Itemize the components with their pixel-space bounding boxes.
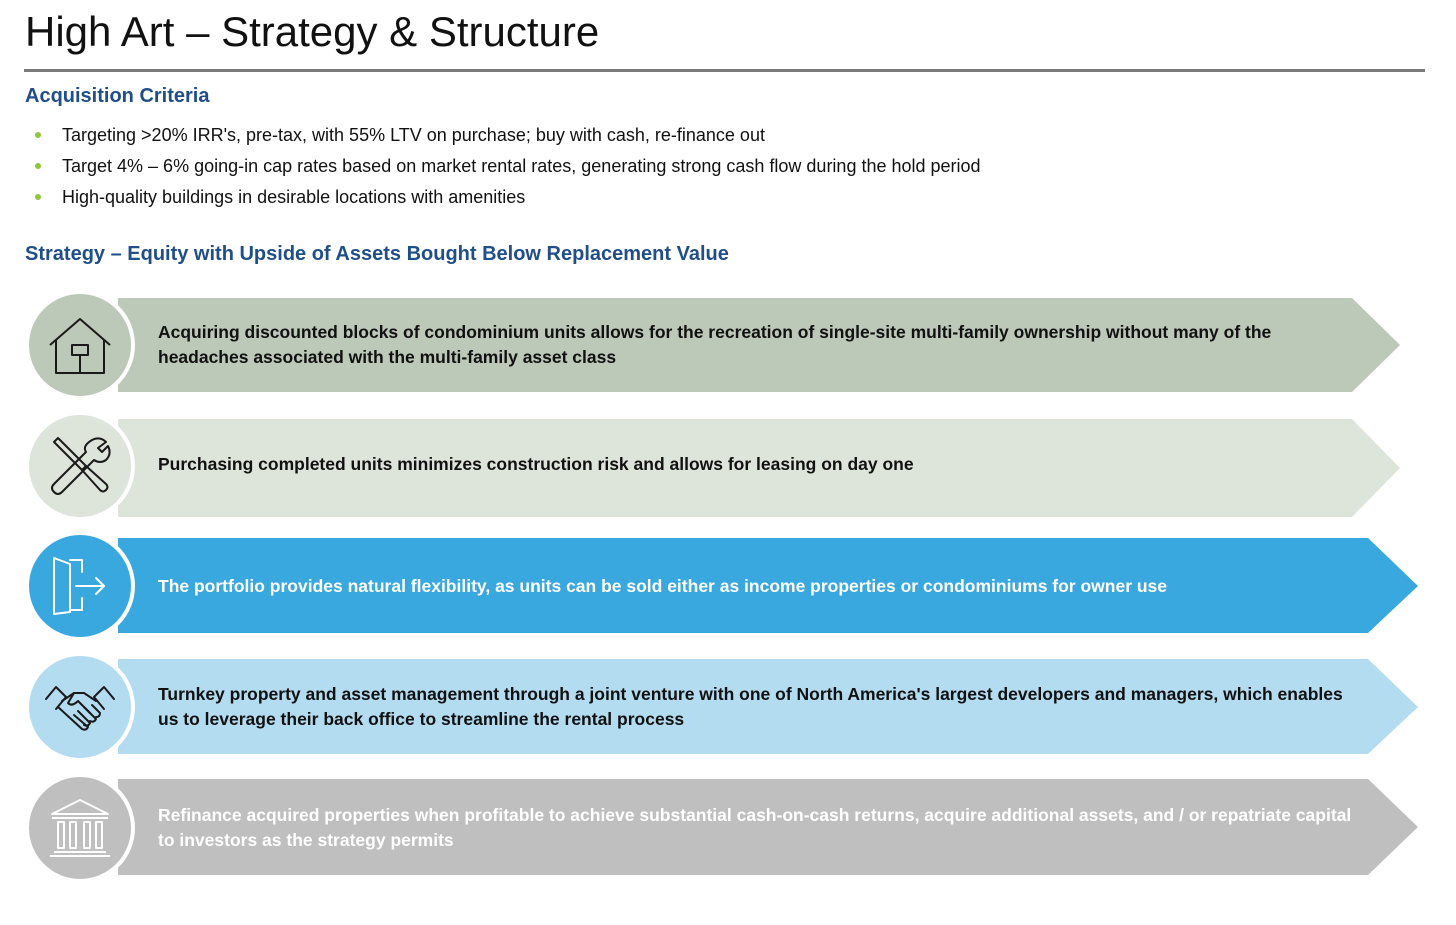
bank-icon — [25, 773, 135, 883]
strategy-row-property-management — [0, 652, 1456, 762]
acquisition-criteria-list — [30, 121, 981, 214]
strategy-row-condo-blocks — [0, 290, 1456, 400]
acquisition-criteria-heading: Acquisition Criteria — [25, 85, 210, 107]
strategy-text: Turnkey property and asset management through a joint venture with one of North America's largest developers and managers, which enables us to leverage their back office to streamline the rental process — [158, 684, 1343, 729]
strategy-row-refinance — [0, 773, 1456, 883]
bullet-dot-icon — [35, 194, 41, 200]
strategy-heading: Strategy – Equity with Upside of Assets Bought Below Replacement Value — [25, 243, 729, 265]
bullet-dot-icon — [35, 132, 41, 138]
bullet-dot-icon — [35, 163, 41, 169]
criteria-text: Target 4% – 6% going-in cap rates based on market rental rates, generating strong cash flow during the hold period — [62, 156, 981, 176]
strategy-text: Purchasing completed units minimizes construction risk and allows for leasing on day one — [158, 453, 914, 474]
strategy-row-flexibility — [0, 531, 1456, 641]
tools-icon — [25, 411, 135, 521]
criteria-bullet-cap-rates — [30, 152, 981, 183]
strategy-text: Refinance acquired properties when profitable to achieve substantial cash-on-cash returns, acquire additional assets, and / or repatriate capital to investors as the strategy permits — [158, 805, 1352, 850]
criteria-bullet-buildings — [30, 183, 981, 214]
strategy-text: Acquiring discounted blocks of condominium units allows for the recreation of single-site multi-family ownership without many of the headaches associated with the multi-family asset class — [158, 322, 1272, 367]
criteria-text: Targeting >20% IRR's, pre-tax, with 55% LTV on purchase; buy with cash, re-finance out — [62, 125, 765, 145]
page-title: High Art – Strategy & Structure — [25, 8, 600, 55]
criteria-text: High-quality buildings in desirable locations with amenities — [62, 187, 526, 207]
strategy-row-completed-units — [0, 411, 1456, 521]
handshake-icon — [25, 652, 135, 762]
strategy-text: The portfolio provides natural flexibility, as units can be sold either as income properties or condominiums for owner use — [158, 575, 1168, 596]
criteria-bullet-irr — [30, 121, 981, 152]
title-divider — [24, 69, 1425, 72]
house-icon — [25, 290, 135, 400]
exit-door-icon — [25, 531, 135, 641]
